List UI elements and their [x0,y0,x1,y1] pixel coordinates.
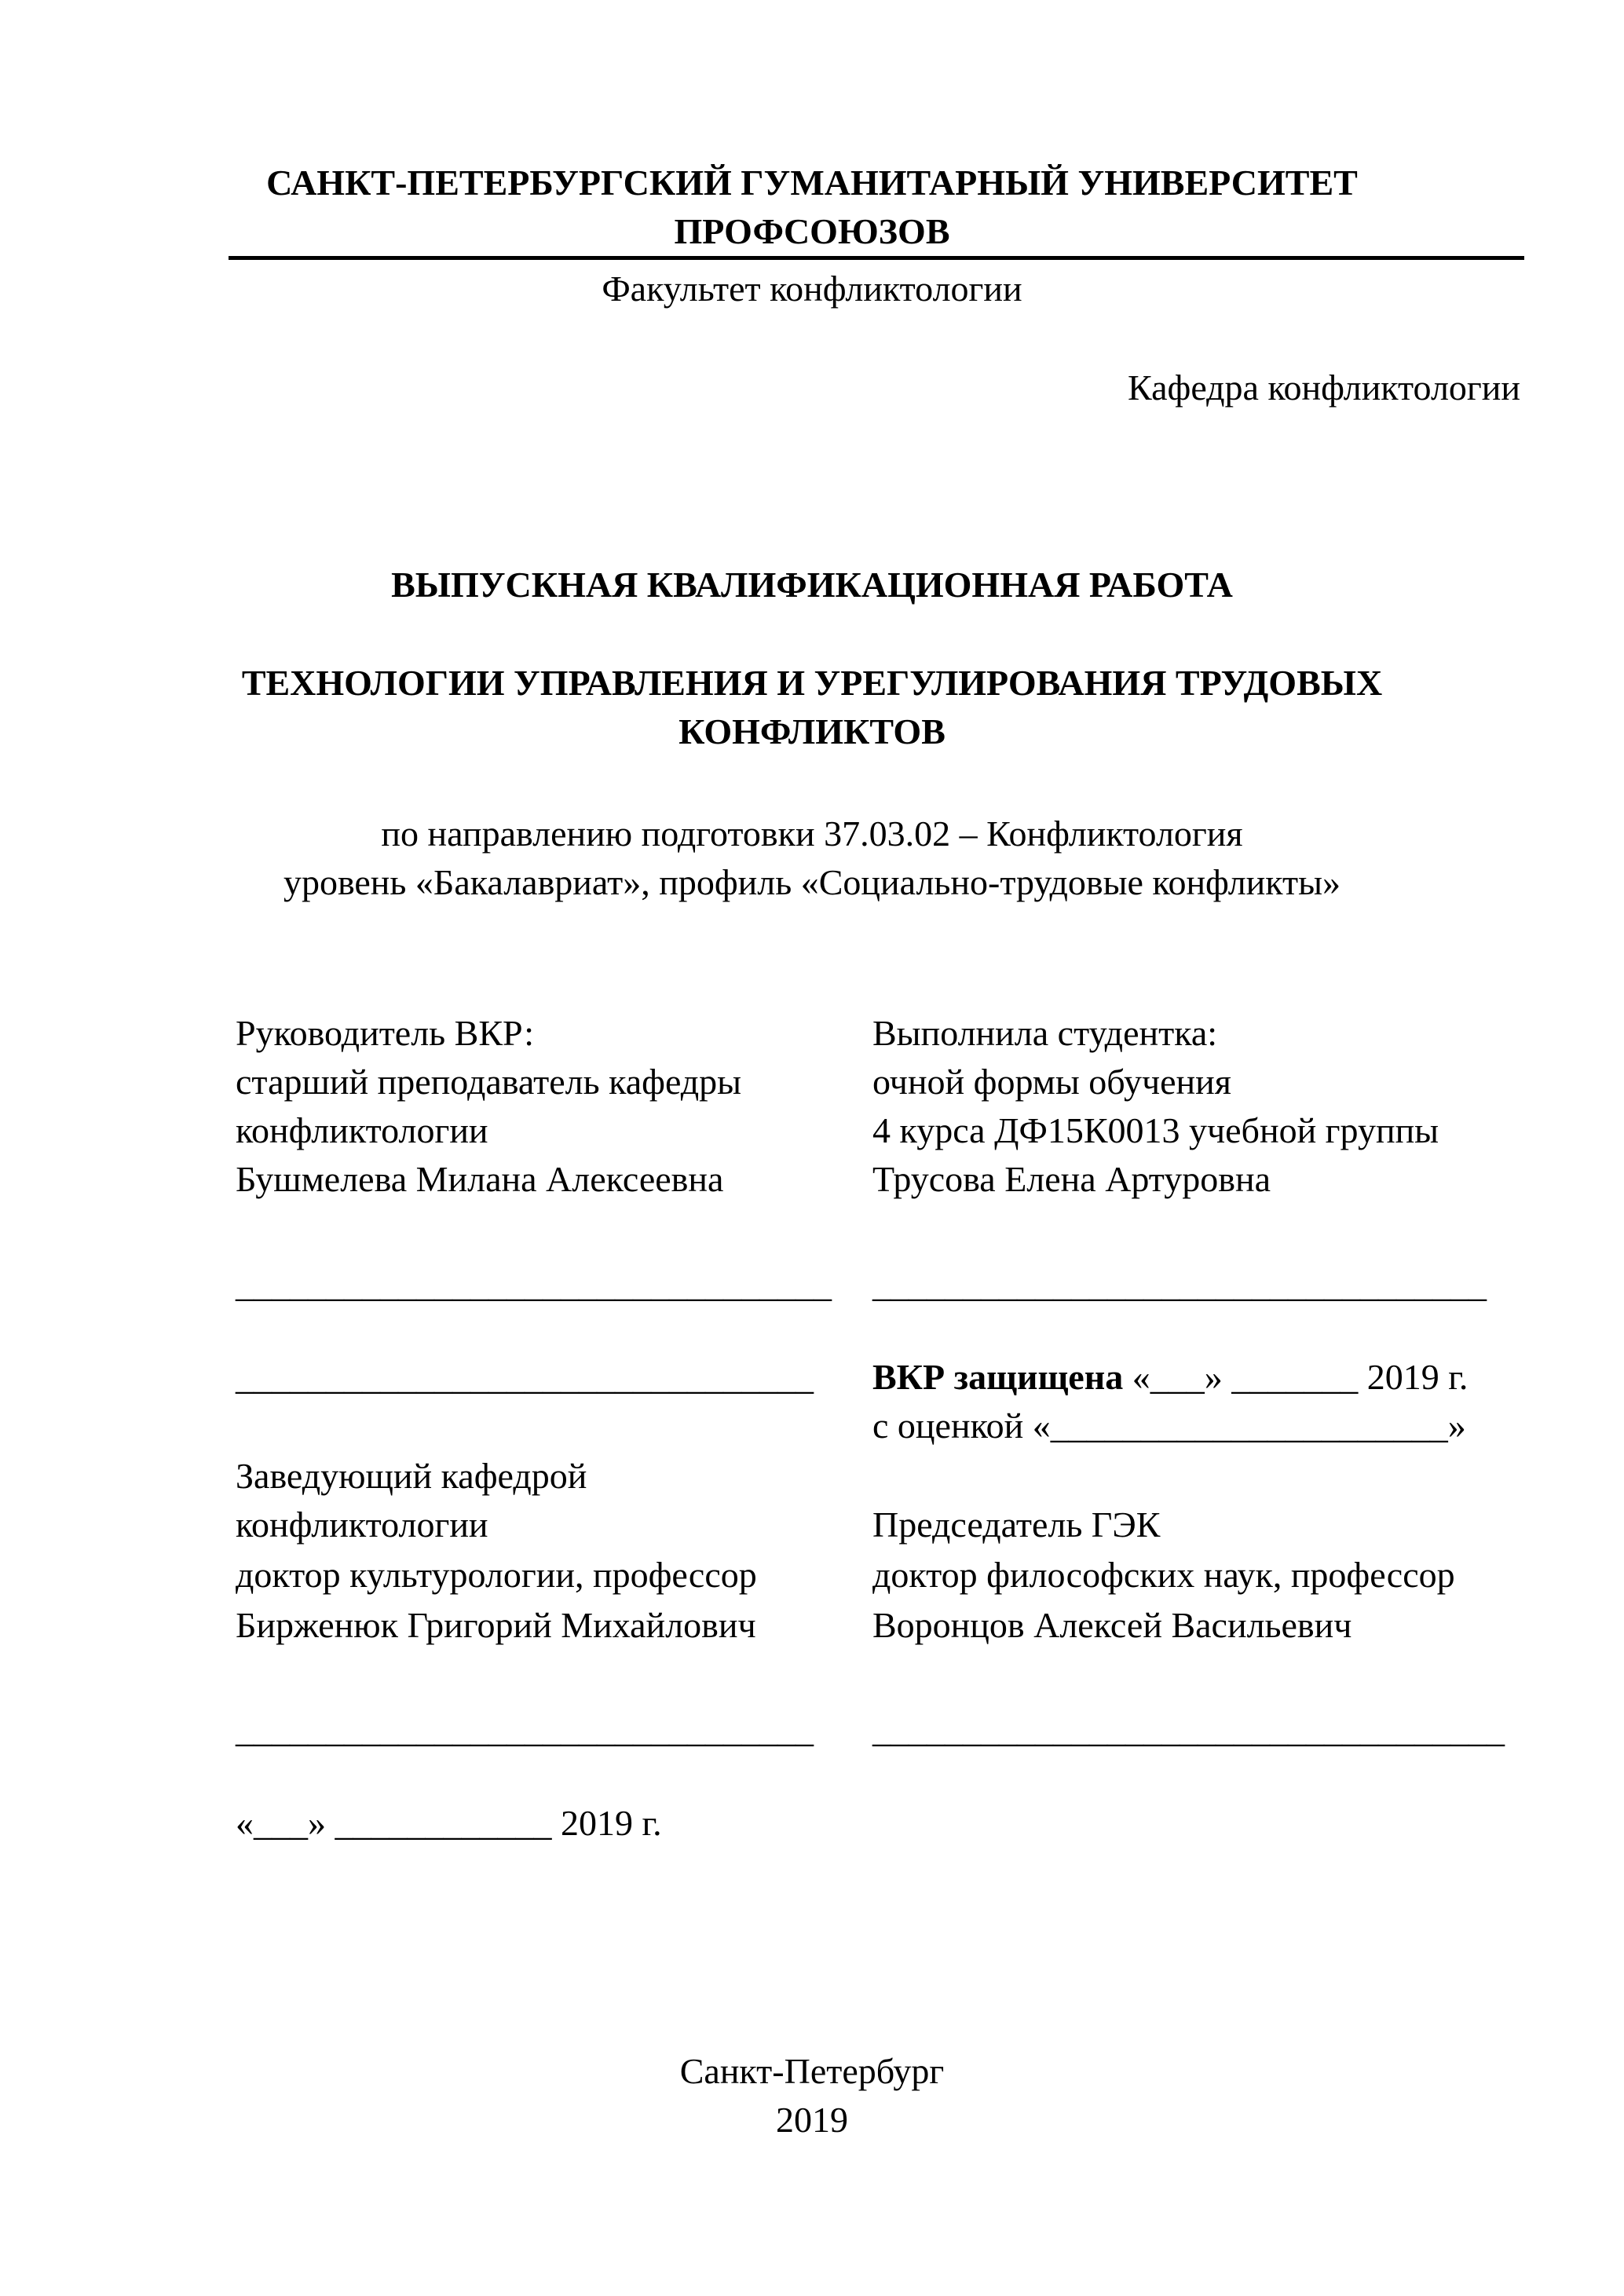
work-type-title: ВЫПУСКНАЯ КВАЛИФИКАЦИОННАЯ РАБОТА [391,565,1233,605]
year: 2019 [776,2100,848,2140]
head-signature-line: ________________________________ [236,1709,814,1749]
header-divider [229,256,1524,260]
supervisor-signature-line: _________________________________ [236,1264,832,1304]
head-name: Бирженюк Григорий Михайлович [236,1605,756,1645]
department-name: Кафедра конфликтологии [1128,367,1520,408]
topic-title-line1: ТЕХНОЛОГИИ УПРАВЛЕНИЯ И УРЕГУЛИРОВАНИЯ ТРУДОВЫХ [241,663,1383,703]
head-signature-date: «___» ____________ 2019 г. [236,1803,662,1843]
defense-date-text: «___» _______ 2019 г. [1123,1357,1469,1397]
university-name-line2: ПРОФСОЮЗОВ [674,211,950,251]
defense-date [872,1353,1468,1402]
supervisor-position-line2: конфликтологии [236,1110,488,1150]
student-group: 4 курса ДФ15К0013 учебной группы [872,1110,1439,1150]
city: Санкт-Петербург [679,2051,945,2091]
study-level-profile: уровень «Бакалавриат», профиль «Социально-трудовые конфликты» [283,862,1341,902]
study-direction: по направлению подготовки 37.03.02 – Конфликтология [381,813,1243,854]
university-name-line1: САНКТ-ПЕТЕРБУРГСКИЙ ГУМАНИТАРНЫЙ УНИВЕРСИТЕТ [266,163,1358,203]
faculty-name: Факультет конфликтологии [602,269,1022,309]
defense-grade: с оценкой «______________________» [872,1406,1466,1446]
student-name: Трусова Елена Артуровна [872,1159,1271,1199]
supervisor-name: Бушмелева Милана Алексеевна [236,1159,724,1199]
head-degree: доктор культурологии, профессор [236,1555,757,1595]
supervisor-label: Руководитель ВКР: [236,1013,535,1053]
supervisor-position-line1: старший преподаватель кафедры [236,1062,742,1102]
supervisor-signature-line-2: ________________________________ [236,1357,814,1397]
topic-title-line2: КОНФЛИКТОВ [678,711,946,751]
gek-chair-signature-line: ___________________________________ [872,1709,1505,1749]
defense-label: ВКР защищена [872,1357,1124,1397]
gek-chair-name: Воронцов Алексей Васильевич [872,1605,1352,1645]
head-department: конфликтологии [236,1504,488,1545]
student-study-form: очной формы обучения [872,1062,1231,1102]
student-signature-line: __________________________________ [872,1264,1487,1304]
gek-chair-label: Председатель ГЭК [872,1504,1161,1545]
gek-chair-degree: доктор философских наук, профессор [872,1555,1455,1595]
student-label: Выполнила студентка: [872,1013,1218,1053]
head-label: Заведующий кафедрой [236,1456,587,1496]
